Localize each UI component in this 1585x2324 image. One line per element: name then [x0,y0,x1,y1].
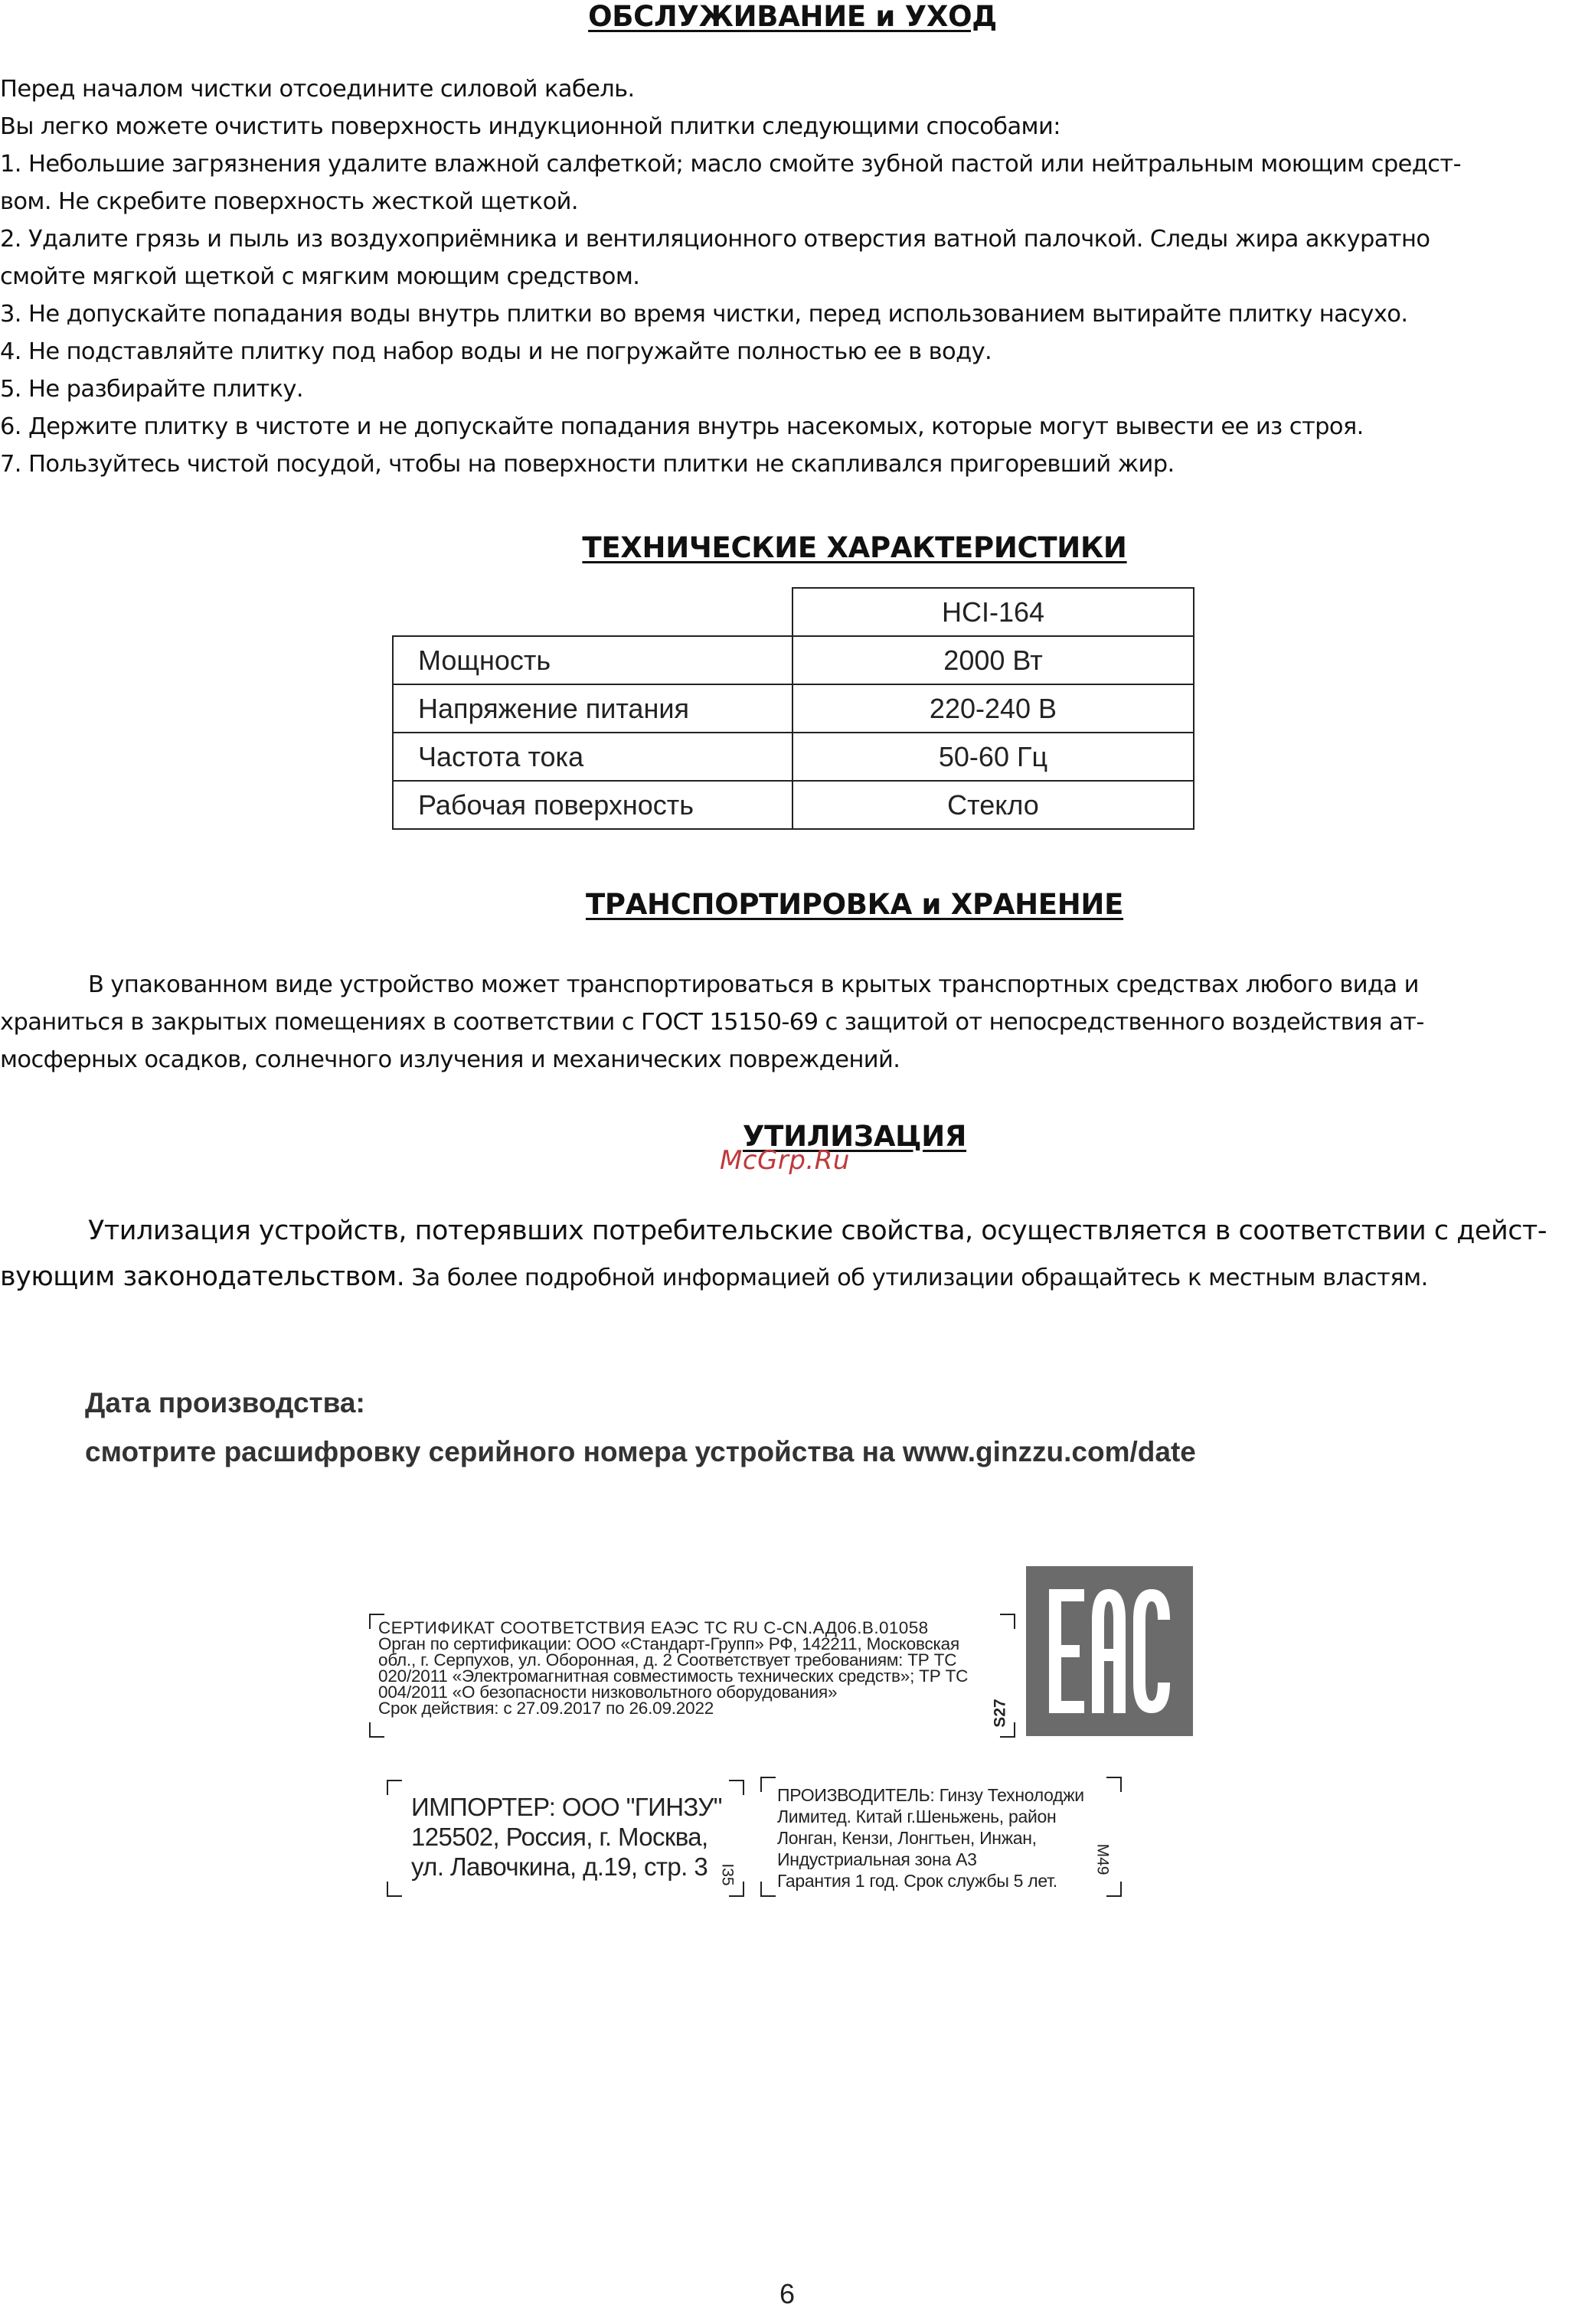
frame-corner [760,1882,776,1897]
watermark: McGrp.Ru [720,1145,850,1176]
care-line: 2. Удалите грязь и пыль из воздухоприёмника и вентиляционного отверстия ватной палочкой. Следы жира аккуратно [0,226,1430,253]
care-line: 1. Небольшие загрязнения удалите влажной салфеткой; масло смойте зубной пастой или нейтральным моющим средст- [0,151,1462,178]
spec-value: 2000 Вт [792,636,1194,684]
certificate-line: Срок действия: с 27.09.2017 по 26.09.2022 [378,1699,714,1718]
certificate-line: Орган по сертификации: ООО «Стандарт-Групп» РФ, 142211, Московская [378,1634,959,1653]
disposal-heading: УТИЛИЗАЦИЯ [742,1120,967,1153]
table-row [393,781,1194,829]
frame-corner [1106,1882,1122,1897]
importer-text [411,1792,722,1882]
manufacturer-line: ПРОИЗВОДИТЕЛЬ: Гинзу Технолоджи [777,1785,1084,1805]
production-date-label: Дата производства: [85,1387,365,1418]
transport-text [0,966,1424,1079]
manufacturer-block [760,1777,1122,1897]
transport-line: мосферных осадков, солнечного излучения и механических повреждений. [0,1046,900,1073]
certificate-text [378,1620,968,1716]
care-line: Перед началом чистки отсоедините силовой кабель. [0,76,635,103]
table-row [393,588,1194,636]
certificate-code: S27 [991,1699,1009,1728]
certificate-line: СЕРТИФИКАТ СООТВЕТСТВИЯ ЕАЭС ТС RU С-CN.АД06.В.01058 [378,1618,929,1637]
spec-label: Частота тока [393,733,792,781]
spec-value: Стекло [792,781,1194,829]
table-row [393,684,1194,733]
table-row [393,733,1194,781]
care-line: смойте мягкой щеткой с мягким моющим средством. [0,263,640,290]
manufacturer-line: Лимитед. Китай г.Шеньжень, район [777,1807,1057,1826]
manufacturer-code: M49 [1093,1843,1112,1875]
spec-value: 220-240 В [792,684,1194,733]
page-number: 6 [779,2278,796,2309]
production-date-text: смотрите расшифровку серийного номера устройства на www.ginzzu.com/date [85,1436,1196,1467]
eac-mark [1026,1566,1193,1736]
manufacturer-line: Индустриальная зона А3 [777,1849,977,1869]
importer-line: 125502, Россия, г. Москва, [411,1823,708,1851]
disposal-line-small: За более подробной информацией об утилизации обращайтесь к местным властям. [404,1265,1428,1291]
specs-table [392,587,1194,830]
certificate-block [369,1614,1015,1738]
care-line: 5. Не разбирайте плитку. [0,376,303,403]
transport-heading: ТРАНСПОРТИРОВКА и ХРАНЕНИЕ [585,888,1124,921]
transport-line: храниться в закрытых помещениях в соответствии с ГОСТ 15150-69 с защитой от непосредственного воздействия ат- [0,1009,1424,1036]
care-line: 4. Не подставляйте плитку под набор воды и не погружайте полностью ее в воду. [0,338,992,365]
frame-corner [369,1722,384,1738]
importer-code: I35 [718,1863,737,1886]
manufacturer-line: Гарантия 1 год. Срок службы 5 лет. [777,1871,1057,1891]
production-date-block [85,1379,1196,1477]
certificate-line: 004/2011 «О безопасности низковольтного оборудования» [378,1683,838,1702]
care-line: вом. Не скребите поверхность жесткой щеткой. [0,188,578,215]
care-line: Вы легко можете очистить поверхность индукционной плитки следующими способами: [0,113,1060,140]
manufacturer-line: Лонган, Кензи, Лонгтьен, Инжан, [777,1828,1037,1848]
disposal-line [0,1254,1547,1301]
disposal-line: Утилизация устройств, потерявших потребительские свойства, осуществляется в соответствии с дейст- [88,1216,1547,1246]
spec-label: Рабочая поверхность [393,781,792,829]
care-line: 7. Пользуйтесь чистой посудой, чтобы на поверхности плитки не скапливался пригоревший жир. [0,451,1175,478]
spec-model: HCI-164 [792,588,1194,636]
certificate-line: 020/2011 «Электромагнитная совместимость технических средств»; ТР ТС [378,1666,969,1686]
specs-heading: ТЕХНИЧЕСКИЕ ХАРАКТЕРИСТИКИ [582,531,1127,564]
certificate-line: обл., г. Серпухов, ул. Оборонная, д. 2 Соответствует требованиям: ТР ТС [378,1650,957,1670]
frame-corner [1106,1777,1122,1792]
frame-corner [729,1780,744,1795]
frame-corner [387,1780,402,1795]
importer-line: ИМПОРТЕР: ООО "ГИНЗУ" [411,1793,722,1821]
frame-corner [1000,1614,1015,1629]
table-row [393,636,1194,684]
disposal-line-large: вующим законодательством. [0,1262,405,1292]
transport-line: В упакованном виде устройство может транспортироваться в крытых транспортных средствах любого вида и [88,971,1419,998]
care-text [0,70,1461,483]
frame-corner [760,1777,776,1792]
importer-line: ул. Лавочкина, д.19, стр. 3 [411,1852,708,1881]
disposal-text [0,1208,1547,1301]
frame-corner [387,1882,402,1897]
table-cell-empty [393,588,792,636]
eac-logo-icon [1026,1566,1193,1736]
care-heading: ОБСЛУЖИВАНИЕ и УХОД [588,0,997,33]
spec-value: 50-60 Гц [792,733,1194,781]
importer-block [387,1780,744,1897]
spec-label: Напряжение питания [393,684,792,733]
care-line: 3. Не допускайте попадания воды внутрь плитки во время чистки, перед использованием вытирайте плитку насухо. [0,301,1408,328]
care-line: 6. Держите плитку в чистоте и не допускайте попадания внутрь насекомых, которые могут вывести ее из строя. [0,413,1364,440]
manufacturer-text [777,1784,1084,1892]
spec-label: Мощность [393,636,792,684]
